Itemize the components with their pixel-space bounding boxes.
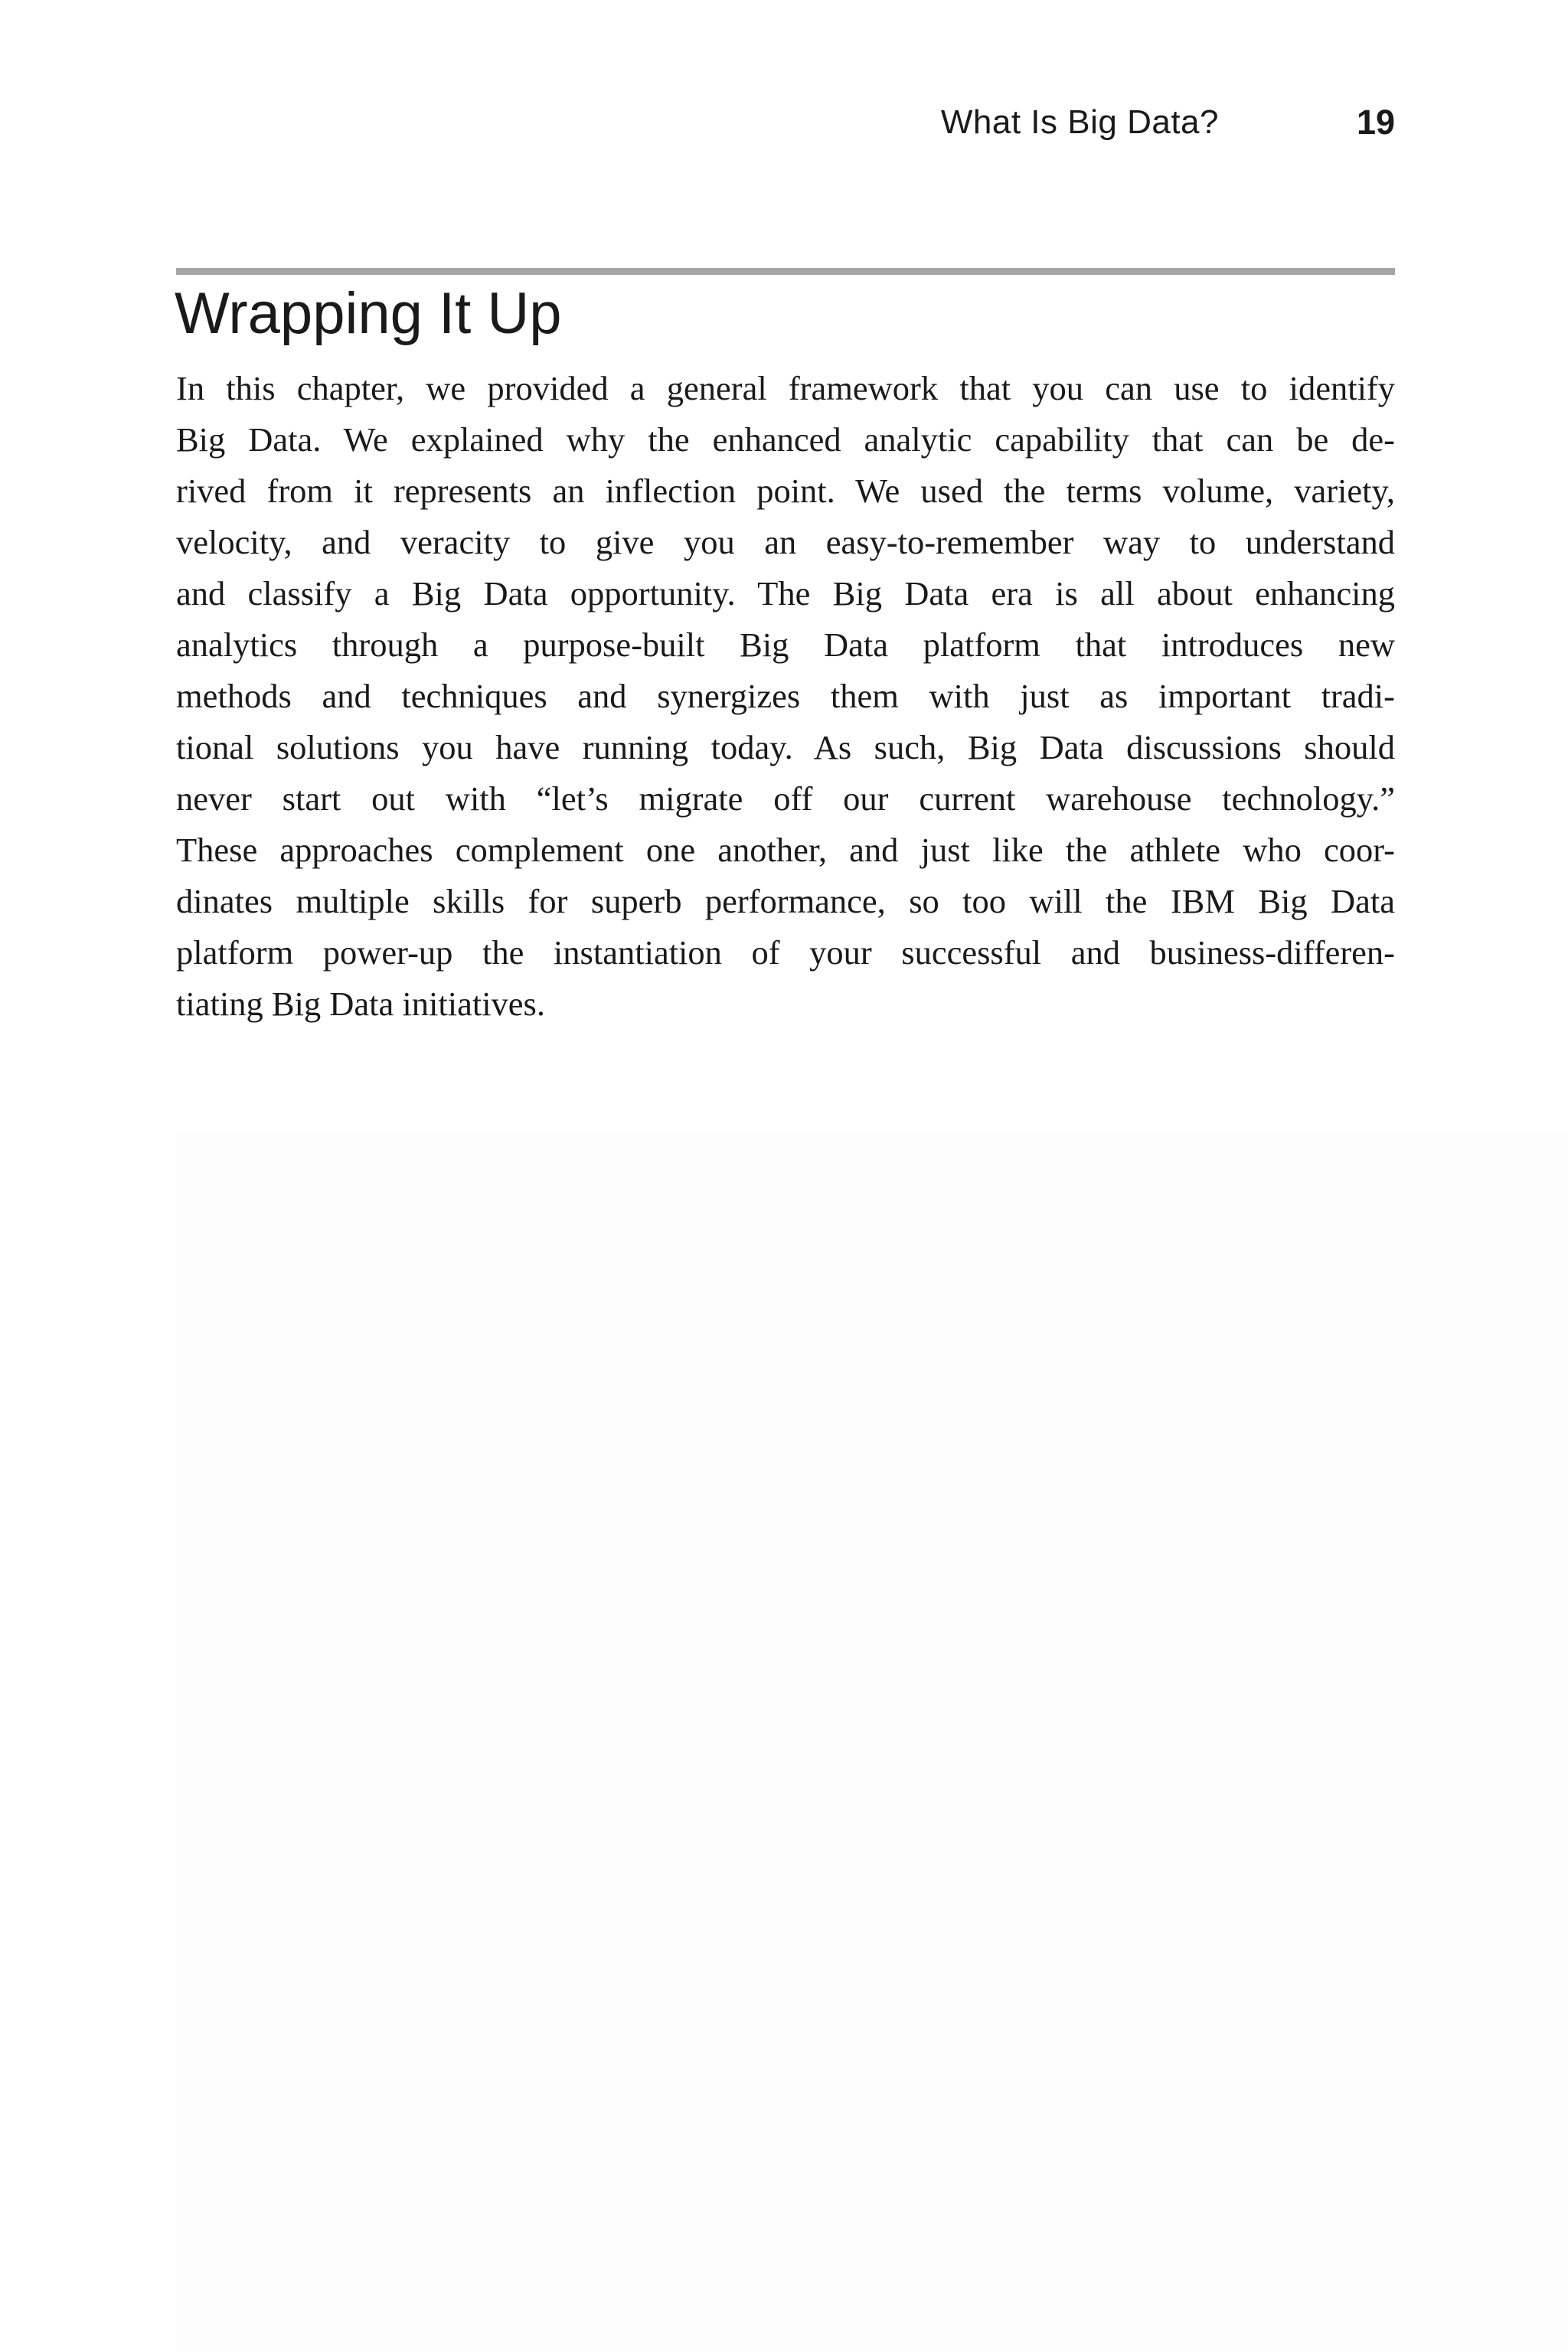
- running-header: [176, 96, 1395, 149]
- paragraph-line: platform power-up the instantiation of your successful and business-differen-: [176, 933, 1395, 972]
- paragraph-line: never start out with “let’s migrate off our current warehouse technology.”: [176, 779, 1395, 818]
- paragraph-line: velocity, and veracity to give you an easy-to-remember way to understand: [176, 523, 1395, 561]
- running-title: What Is Big Data?: [940, 103, 1219, 141]
- paragraph-line: tional solutions you have running today. As such, Big Data discussions should: [176, 728, 1395, 766]
- paragraph-line: methods and techniques and synergizes them with just as important tradi-: [176, 677, 1395, 715]
- paragraph-line: rived from it represents an inflection point. We used the terms volume, variety,: [176, 472, 1395, 510]
- paragraph-line: In this chapter, we provided a general framework that you can use to identify: [176, 369, 1395, 407]
- paragraph-line: dinates multiple skills for superb performance, so too will the IBM Big Data: [176, 882, 1395, 920]
- paragraph-line: Big Data. We explained why the enhanced analytic capability that can be de-: [176, 420, 1395, 459]
- body-paragraph: [176, 363, 1395, 1030]
- paragraph-line: These approaches complement one another, and just like the athlete who coor-: [176, 831, 1395, 869]
- page-background: [176, 1133, 1568, 2352]
- section-heading: Wrapping It Up: [175, 281, 562, 346]
- page-number: 19: [1356, 103, 1395, 142]
- paragraph-line: and classify a Big Data opportunity. The Big Data era is all about enhancing: [176, 574, 1395, 612]
- section-divider: [176, 268, 1395, 275]
- paragraph-line: analytics through a purpose-built Big Data platform that introduces new: [176, 626, 1395, 664]
- paragraph-line: tiating Big Data initiatives.: [176, 985, 546, 1023]
